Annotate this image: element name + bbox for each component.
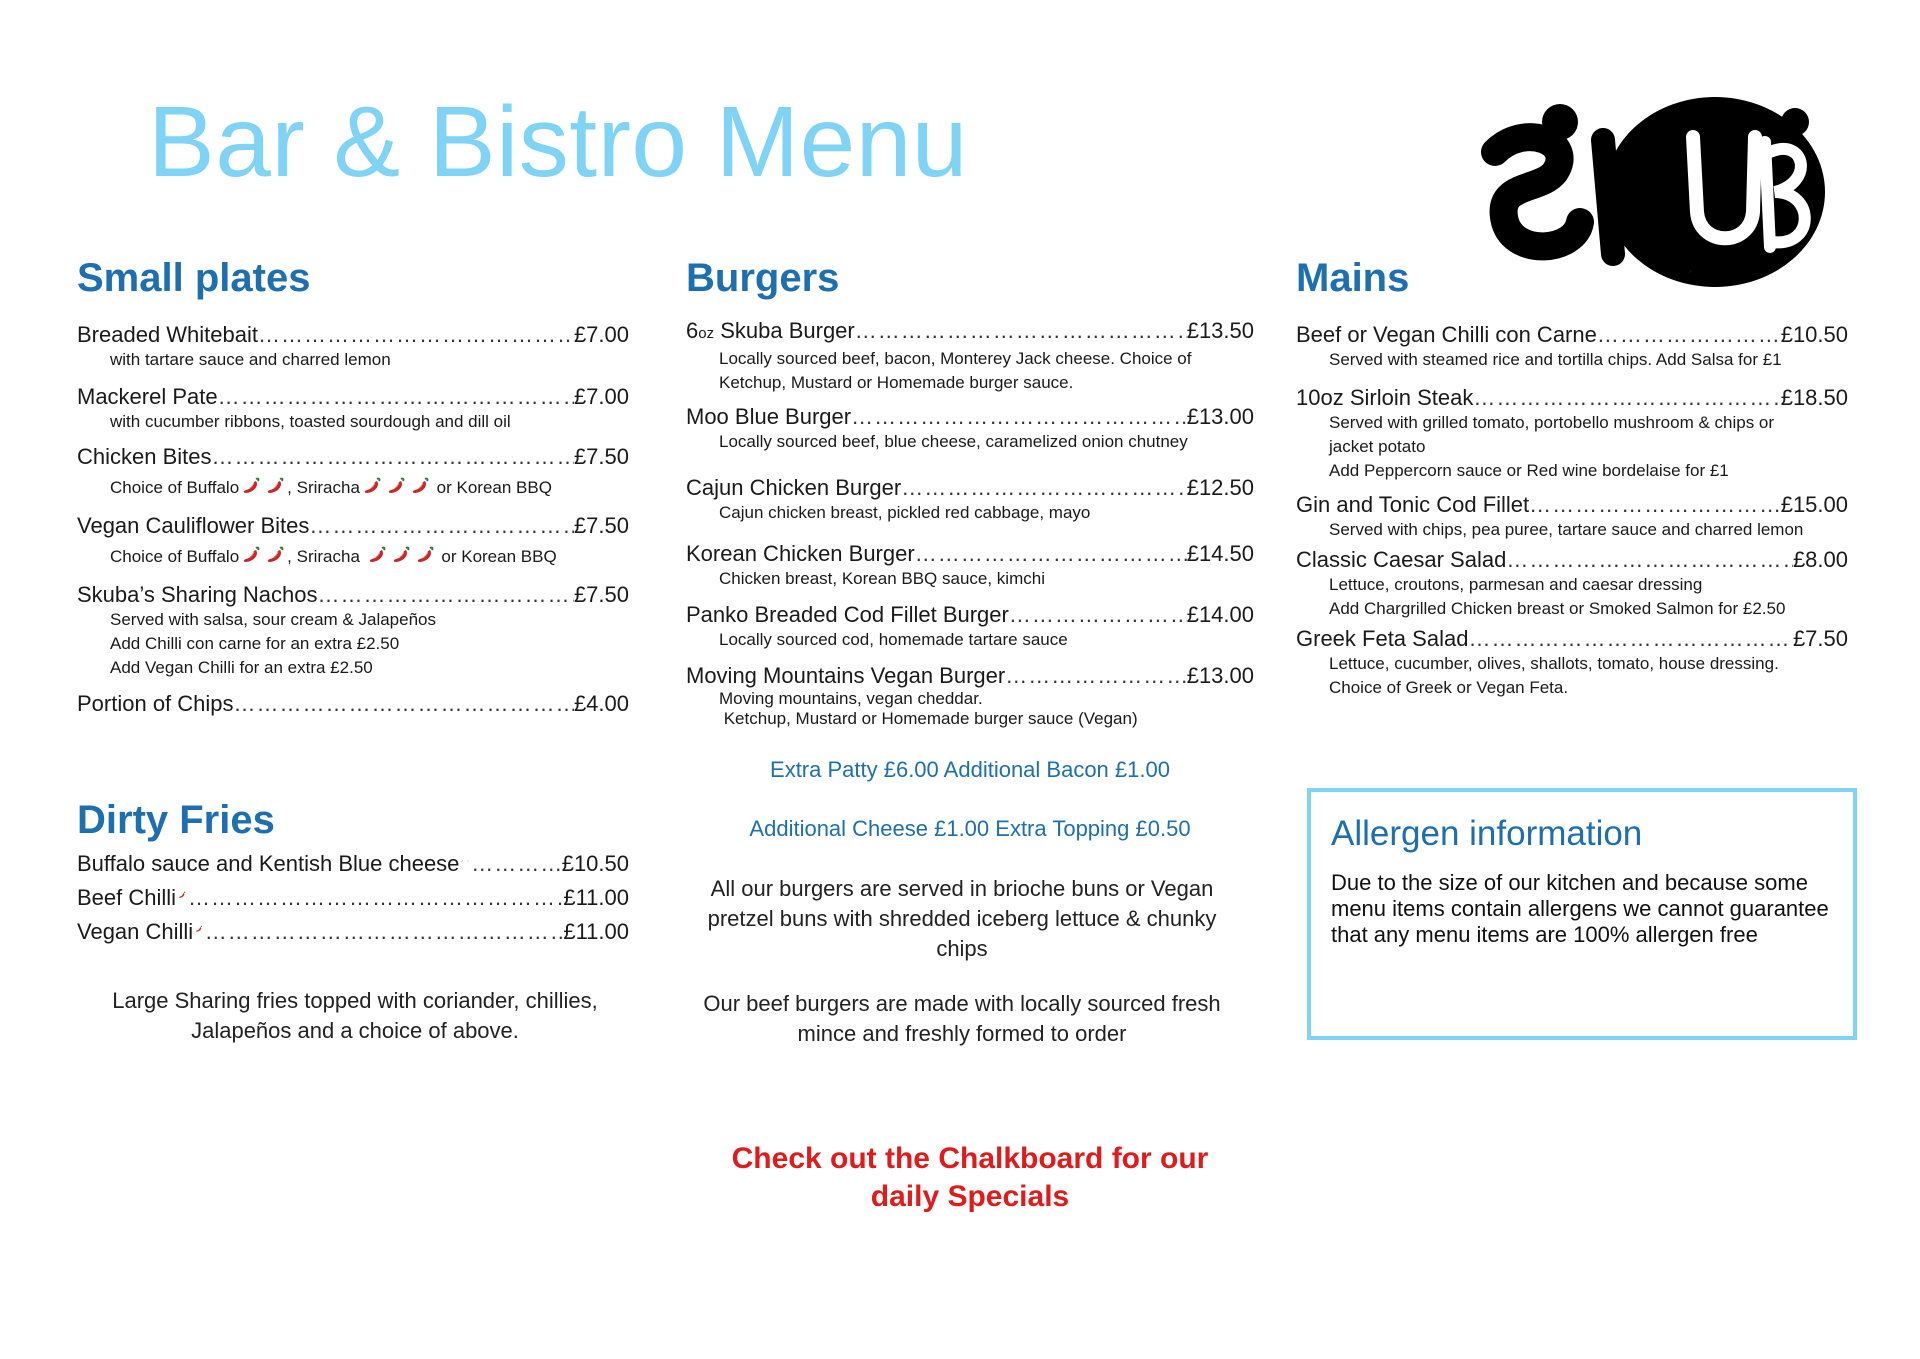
item-description: with tartare sauce and charred lemon [110,350,391,369]
item-name: Moving Mountains Vegan Burger [686,663,1006,688]
item-description: jacket potato [1329,437,1426,456]
dirty-fries-note: Large Sharing fries topped with coriander, chillies, Jalapeños and a choice of above. [112,988,598,1043]
chili-icon [265,545,285,565]
choice-prefix: Choice of Buffalo [110,478,240,497]
item-price: £8.00 [1792,547,1848,572]
small-plates-heading: Small plates [77,256,311,300]
item-name: Cajun Chicken Burger [686,475,902,500]
item-price: £10.50 [561,851,629,876]
chili-icon [415,545,435,565]
item-price: £15.00 [1780,492,1848,517]
item-name [686,318,855,347]
item-description: with cucumber ribbons, toasted sourdough and dill oil [110,412,511,431]
item-size: 6 [686,318,699,343]
item-name: Mackerel Pate [77,384,218,409]
leader-dots [212,444,574,470]
item-description: Lettuce, croutons, parmesan and caesar dressing [1329,575,1703,594]
item-name: Beef Chilli [77,885,177,910]
item-name: Buffalo sauce and Kentish Blue cheese [77,851,460,876]
menu-item [77,919,629,945]
chili-icon [241,476,261,496]
item-price: £13.00 [1186,404,1254,429]
leader-dots [915,541,1187,567]
item-description: Moving mountains, vegan cheddar. [719,689,983,708]
item-name: Greek Feta Salad [1296,626,1469,651]
leader-dots [234,691,574,717]
chili-icon [410,476,430,496]
leader-dots [1468,626,1793,652]
leader-dots [901,475,1186,501]
chili-icon [195,919,203,939]
item-size-unit: oz [698,325,715,342]
leader-dots [1597,322,1781,348]
mains-heading: Mains [1296,256,1410,300]
burger-extras: Additional Cheese £1.00 Extra Topping £0.50 [749,816,1191,841]
item-price: £7.00 [573,322,629,347]
leader-dots [258,322,574,348]
menu-item [1296,385,1848,483]
item-price: £7.50 [1792,626,1848,651]
item-name: Chicken Bites [77,444,212,469]
item-price: £10.50 [1780,322,1848,347]
chili-icon [386,476,406,496]
leader-dots [1005,663,1187,689]
item-description: Chicken breast, Korean BBQ sauce, kimchi [719,569,1045,588]
menu-item [1296,492,1848,542]
leader-dots [1529,492,1781,518]
leader-dots [1473,385,1780,411]
menu-item [686,602,1254,652]
item-price: £12.50 [1186,475,1254,500]
specials-line: daily Specials [870,1180,1070,1213]
item-name: Vegan Chilli [77,919,194,944]
item-description: Ketchup, Mustard or Homemade burger sauce. [719,373,1074,392]
specials-callout [660,1140,1280,1216]
item-name: Panko Breaded Cod Fillet Burger [686,602,1009,627]
burgers-section [686,256,1254,300]
menu-item [77,444,629,500]
chili-icon [178,885,186,905]
item-name: Breaded Whitebait [77,322,258,347]
choice-suffix: or Korean BBQ [436,478,552,497]
menu-item [1296,547,1848,621]
small-plates-section [77,256,629,300]
chili-icon [367,545,387,565]
item-name: Moo Blue Burger [686,404,852,429]
menu-item [77,691,629,717]
item-name: Skuba’s Sharing Nachos [77,582,318,607]
burger-note: All our burgers are served in brioche buns or Vegan pretzel buns with shredded iceberg lettuce & chunky chips [707,876,1217,961]
item-description: Served with steamed rice and tortilla chips. Add Salsa for £1 [1329,350,1782,369]
item-description: Served with grilled tomato, portobello mushroom & chips or [1329,413,1775,432]
item-name: Korean Chicken Burger [686,541,915,566]
item-name: Vegan Cauliflower Bites [77,513,310,538]
item-description: Ketchup, Mustard or Homemade burger sauce (Vegan) [719,709,1138,728]
chili-icon [241,545,261,565]
chili-icon [265,476,285,496]
leader-dots [205,919,564,945]
choice-mid: , Sriracha [287,547,360,566]
item-name: 10oz Sirloin Steak [1296,385,1474,410]
menu-item [686,404,1254,454]
item-price: £7.50 [573,513,629,538]
item-name: Classic Caesar Salad [1296,547,1507,572]
item-price: £7.50 [573,582,629,607]
menu-item [77,513,629,569]
item-description: Add Chilli con carne for an extra £2.50 [110,634,400,653]
item-price: £7.50 [573,444,629,469]
item-description: Locally sourced cod, homemade tartare sauce [719,630,1068,649]
item-price: £14.50 [1186,541,1254,566]
menu-item [77,582,629,680]
leader-dots [218,384,574,410]
item-title: Skuba Burger [720,318,855,343]
menu-item [686,541,1254,591]
specials-line: Check out the Chalkboard for our [731,1142,1209,1175]
dirty-fries-heading: Dirty Fries [77,798,275,842]
item-description: Locally sourced beef, blue cheese, caramelized onion chutney [719,432,1188,451]
leader-dots [309,513,574,539]
choice-mid: , Sriracha [287,478,360,497]
choice-prefix: Choice of Buffalo [110,547,240,566]
item-description [77,476,629,500]
item-description: Cajun chicken breast, pickled red cabbage, mayo [719,503,1091,522]
item-price: £4.00 [573,691,629,716]
item-description: Add Vegan Chilli for an extra £2.50 [110,658,373,677]
chili-icon [362,476,382,496]
allergen-box [1307,788,1857,1040]
chili-icon [467,851,469,871]
item-name: Beef or Vegan Chilli con Carne [1296,322,1597,347]
item-price: £11.00 [563,919,629,944]
item-price: £13.50 [1186,318,1254,343]
item-name: Gin and Tonic Cod Fillet [1296,492,1530,517]
leader-dots [855,318,1187,344]
chili-icon [391,545,411,565]
item-price: £11.00 [563,885,629,910]
menu-item [77,885,629,911]
leader-dots [188,885,563,911]
item-description: Add Peppercorn sauce or Red wine bordelaise for £1 [1329,461,1729,480]
menu-item [1296,322,1848,372]
leader-dots [471,851,561,877]
menu-item [686,663,1254,729]
menu-item [686,318,1254,395]
item-description [77,545,629,569]
leader-dots [318,582,574,608]
burgers-heading: Burgers [686,256,840,300]
item-description: Locally sourced beef, bacon, Monterey Jack cheese. Choice of [719,349,1192,368]
item-name: Portion of Chips [77,691,234,716]
item-description: Add Chargrilled Chicken breast or Smoked Salmon for £2.50 [1329,599,1786,618]
leader-dots [1009,602,1187,628]
item-description: Choice of Greek or Vegan Feta. [1329,678,1569,697]
item-price: £7.00 [573,384,629,409]
item-price: £18.50 [1780,385,1848,410]
burger-extras: Extra Patty £6.00 Additional Bacon £1.00 [770,757,1170,782]
allergen-text: Due to the size of our kitchen and because some menu items contain allergens we cannot guarantee that any menu items are 100% allergen free [1331,870,1829,947]
menu-item [77,384,629,434]
leader-dots [1506,547,1793,573]
menu-item [77,322,629,372]
burger-note: Our beef burgers are made with locally sourced fresh mince and freshly formed to order [703,991,1221,1046]
item-description: Lettuce, cucumber, olives, shallots, tomato, house dressing. [1329,654,1779,673]
choice-suffix: or Korean BBQ [441,547,557,566]
mains-section [1296,256,1848,300]
item-price: £13.00 [1186,663,1254,688]
menu-item [686,475,1254,525]
menu-item [77,851,629,877]
allergen-heading: Allergen information [1331,814,1643,853]
item-price: £14.00 [1186,602,1254,627]
menu-item [1296,626,1848,700]
page-title: Bar & Bistro Menu [148,86,968,198]
dirty-fries-section [77,798,629,842]
leader-dots [851,404,1187,430]
item-description: Served with salsa, sour cream & Jalapeños [110,610,436,629]
item-description: Served with chips, pea puree, tartare sauce and charred lemon [1329,520,1804,539]
chili-icon [461,851,463,871]
